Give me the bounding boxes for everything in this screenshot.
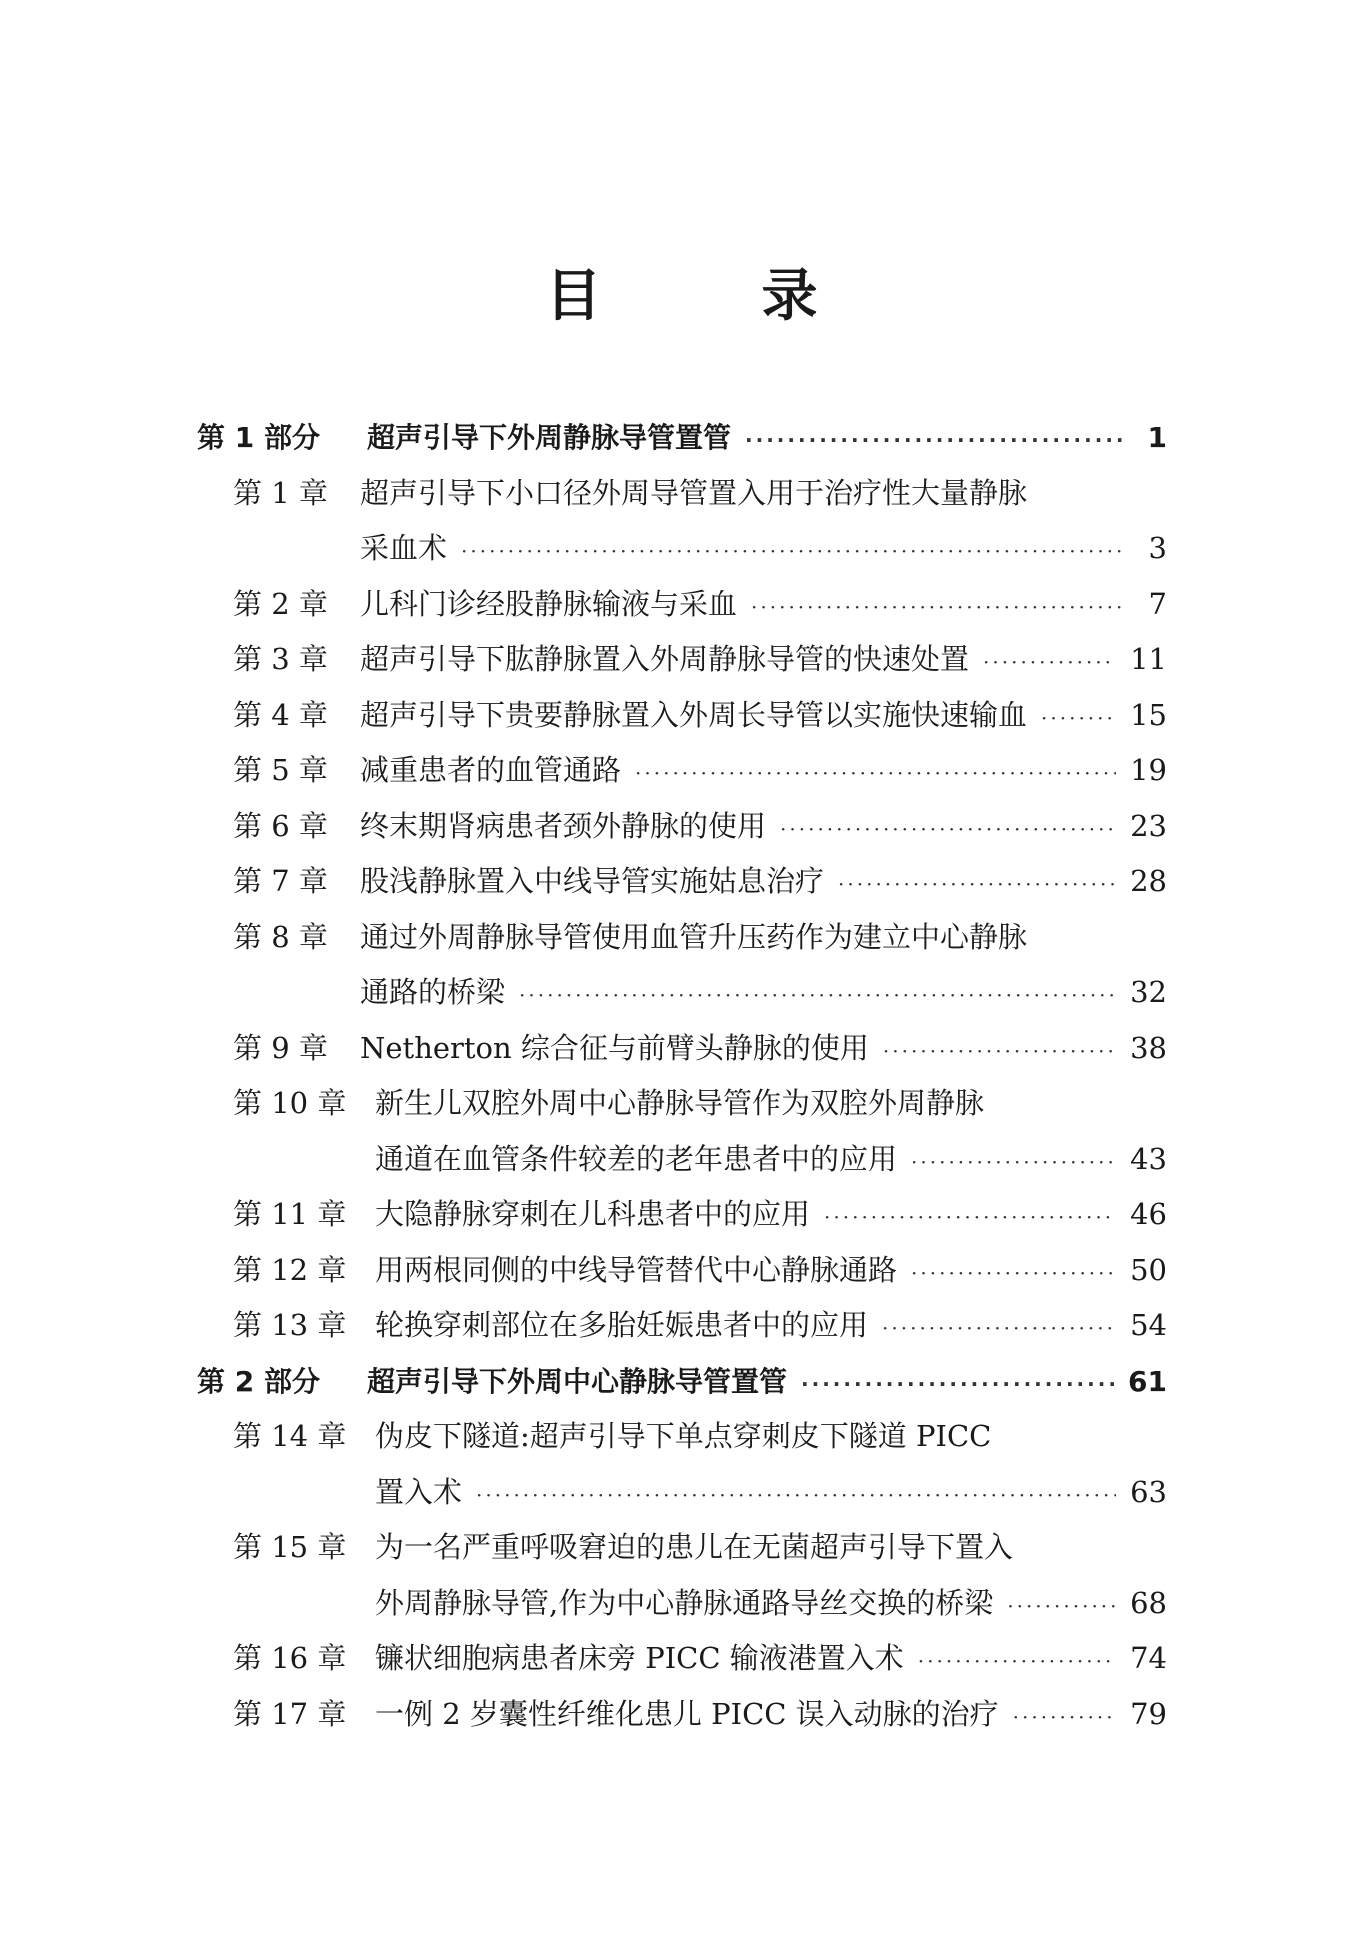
chapter-title: 镰状细胞病患者床旁 PICC 输液港置入术 bbox=[375, 1641, 904, 1675]
toc-part-1[interactable] bbox=[197, 410, 1167, 466]
toc-chapter-8-cont[interactable] bbox=[197, 965, 1167, 1021]
toc-chapter-9[interactable] bbox=[197, 1021, 1167, 1077]
chapter-label: 第 2 章 bbox=[233, 586, 328, 621]
page-number: 46 bbox=[1130, 1197, 1167, 1231]
leader-dots bbox=[519, 968, 1116, 1024]
toc-chapter-3[interactable] bbox=[197, 632, 1167, 688]
toc-chapter-14-cont[interactable] bbox=[197, 1465, 1167, 1521]
chapter-title-cont: 通路的桥梁 bbox=[360, 975, 506, 1009]
chapter-title-cont: 通道在血管条件较差的老年患者中的应用 bbox=[375, 1141, 898, 1176]
part-title: 超声引导下外周静脉导管置管 bbox=[367, 421, 732, 454]
page-number: 54 bbox=[1130, 1308, 1167, 1342]
part-title: 超声引导下外周中心静脉导管置管 bbox=[367, 1364, 788, 1398]
toc-chapter-7[interactable] bbox=[197, 854, 1167, 910]
chapter-title: 通过外周静脉导管使用血管升压药作为建立中心静脉 bbox=[360, 919, 1028, 954]
chapter-title: 新生儿双腔外周中心静脉导管作为双腔外周静脉 bbox=[375, 1086, 985, 1120]
page-number: 74 bbox=[1130, 1641, 1167, 1675]
page-number: 23 bbox=[1130, 808, 1167, 843]
chapter-title: 股浅静脉置入中线导管实施姑息治疗 bbox=[360, 864, 825, 898]
leader-dots bbox=[1013, 1690, 1116, 1746]
chapter-label: 第 12 章 bbox=[233, 1252, 347, 1287]
chapter-label: 第 1 章 bbox=[233, 475, 328, 510]
chapter-title: 超声引导下贵要静脉置入外周长导管以实施快速输血 bbox=[360, 697, 1028, 732]
toc-part-2[interactable] bbox=[197, 1354, 1167, 1410]
toc-chapter-2[interactable] bbox=[197, 577, 1167, 633]
leader-dots bbox=[1041, 691, 1116, 747]
leader-dots bbox=[751, 580, 1123, 636]
leader-dots bbox=[882, 1301, 1116, 1357]
chapter-label: 第 9 章 bbox=[233, 1030, 328, 1065]
chapter-label: 第 10 章 bbox=[233, 1086, 347, 1120]
leader-dots bbox=[911, 1135, 1116, 1191]
chapter-label: 第 7 章 bbox=[233, 864, 328, 898]
page-number: 68 bbox=[1130, 1585, 1167, 1620]
page-number: 1 bbox=[1147, 421, 1167, 454]
chapter-title-cont: 置入术 bbox=[375, 1474, 463, 1509]
chapter-label: 第 3 章 bbox=[233, 642, 328, 676]
chapter-title: 大隐静脉穿刺在儿科患者中的应用 bbox=[375, 1197, 811, 1231]
chapter-title: Netherton 综合征与前臂头静脉的使用 bbox=[360, 1030, 869, 1065]
chapter-title: 减重患者的血管通路 bbox=[360, 753, 622, 787]
toc-chapter-17[interactable] bbox=[197, 1687, 1167, 1743]
toc-chapter-4[interactable] bbox=[197, 688, 1167, 744]
toc-chapter-15[interactable] bbox=[197, 1520, 1167, 1576]
chapter-title: 超声引导下小口径外周导管置入用于治疗性大量静脉 bbox=[360, 475, 1028, 510]
page-number: 61 bbox=[1128, 1364, 1167, 1398]
leader-dots bbox=[635, 746, 1116, 802]
toc-chapter-1-cont[interactable] bbox=[197, 521, 1167, 577]
leader-dots bbox=[461, 524, 1123, 580]
chapter-label: 第 4 章 bbox=[233, 697, 328, 732]
leader-dots bbox=[745, 413, 1123, 469]
page-number: 63 bbox=[1130, 1474, 1167, 1509]
chapter-title: 终末期肾病患者颈外静脉的使用 bbox=[360, 808, 767, 843]
leader-dots bbox=[838, 857, 1116, 913]
page-number: 28 bbox=[1130, 864, 1167, 898]
toc-chapter-14[interactable] bbox=[197, 1409, 1167, 1465]
toc-chapter-13[interactable] bbox=[197, 1298, 1167, 1354]
chapter-title: 儿科门诊经股静脉输液与采血 bbox=[360, 586, 738, 621]
page-number: 38 bbox=[1130, 1030, 1167, 1065]
chapter-label: 第 6 章 bbox=[233, 808, 328, 843]
leader-dots bbox=[1007, 1579, 1116, 1635]
toc-chapter-16[interactable] bbox=[197, 1631, 1167, 1687]
page-number: 50 bbox=[1130, 1252, 1167, 1287]
chapter-title: 为一名严重呼吸窘迫的患儿在无菌超声引导下置入 bbox=[375, 1530, 1014, 1564]
chapter-title-cont: 外周静脉导管,作为中心静脉通路导丝交换的桥梁 bbox=[375, 1585, 994, 1620]
page-number: 79 bbox=[1130, 1696, 1167, 1731]
toc-chapter-6[interactable] bbox=[197, 799, 1167, 855]
toc-chapter-12[interactable] bbox=[197, 1243, 1167, 1299]
chapter-label: 第 11 章 bbox=[233, 1197, 347, 1231]
chapter-label: 第 16 章 bbox=[233, 1641, 347, 1675]
chapter-label: 第 13 章 bbox=[233, 1308, 347, 1342]
leader-dots bbox=[911, 1246, 1116, 1302]
toc-chapter-10-cont[interactable] bbox=[197, 1132, 1167, 1188]
chapter-label: 第 17 章 bbox=[233, 1696, 347, 1731]
chapter-title: 伪皮下隧道:超声引导下单点穿刺皮下隧道 PICC bbox=[375, 1419, 992, 1453]
toc-chapter-15-cont[interactable] bbox=[197, 1576, 1167, 1632]
chapter-title-cont: 采血术 bbox=[360, 531, 448, 565]
chapter-label: 第 14 章 bbox=[233, 1419, 347, 1453]
leader-dots bbox=[476, 1468, 1116, 1524]
table-of-contents bbox=[197, 410, 1167, 1742]
chapter-label: 第 5 章 bbox=[233, 753, 328, 787]
page-number: 15 bbox=[1130, 697, 1167, 732]
toc-chapter-5[interactable] bbox=[197, 743, 1167, 799]
page-number: 3 bbox=[1148, 531, 1167, 565]
leader-dots bbox=[918, 1634, 1116, 1690]
chapter-title: 一例 2 岁囊性纤维化患儿 PICC 误入动脉的治疗 bbox=[375, 1696, 999, 1731]
chapter-title: 用两根同侧的中线导管替代中心静脉通路 bbox=[375, 1252, 898, 1287]
page-number: 19 bbox=[1130, 753, 1167, 787]
page-number: 43 bbox=[1130, 1141, 1167, 1176]
page-number: 7 bbox=[1148, 586, 1167, 621]
toc-chapter-1[interactable] bbox=[197, 466, 1167, 522]
page-title: 目 录 bbox=[545, 264, 870, 329]
page-number: 32 bbox=[1130, 975, 1167, 1009]
chapter-label: 第 15 章 bbox=[233, 1530, 347, 1564]
part-label: 第 2 部分 bbox=[197, 1364, 320, 1398]
page-number: 11 bbox=[1130, 642, 1167, 676]
leader-dots bbox=[801, 1357, 1114, 1413]
chapter-title: 超声引导下肱静脉置入外周静脉导管的快速处置 bbox=[360, 642, 970, 676]
leader-dots bbox=[983, 635, 1116, 691]
toc-chapter-8[interactable] bbox=[197, 910, 1167, 966]
toc-chapter-11[interactable] bbox=[197, 1187, 1167, 1243]
chapter-label: 第 8 章 bbox=[233, 919, 328, 954]
chapter-title: 轮换穿刺部位在多胎妊娠患者中的应用 bbox=[375, 1308, 869, 1342]
leader-dots bbox=[824, 1190, 1116, 1246]
part-label: 第 1 部分 bbox=[197, 421, 320, 454]
leader-dots bbox=[780, 802, 1116, 858]
toc-chapter-10[interactable] bbox=[197, 1076, 1167, 1132]
leader-dots bbox=[883, 1024, 1116, 1080]
